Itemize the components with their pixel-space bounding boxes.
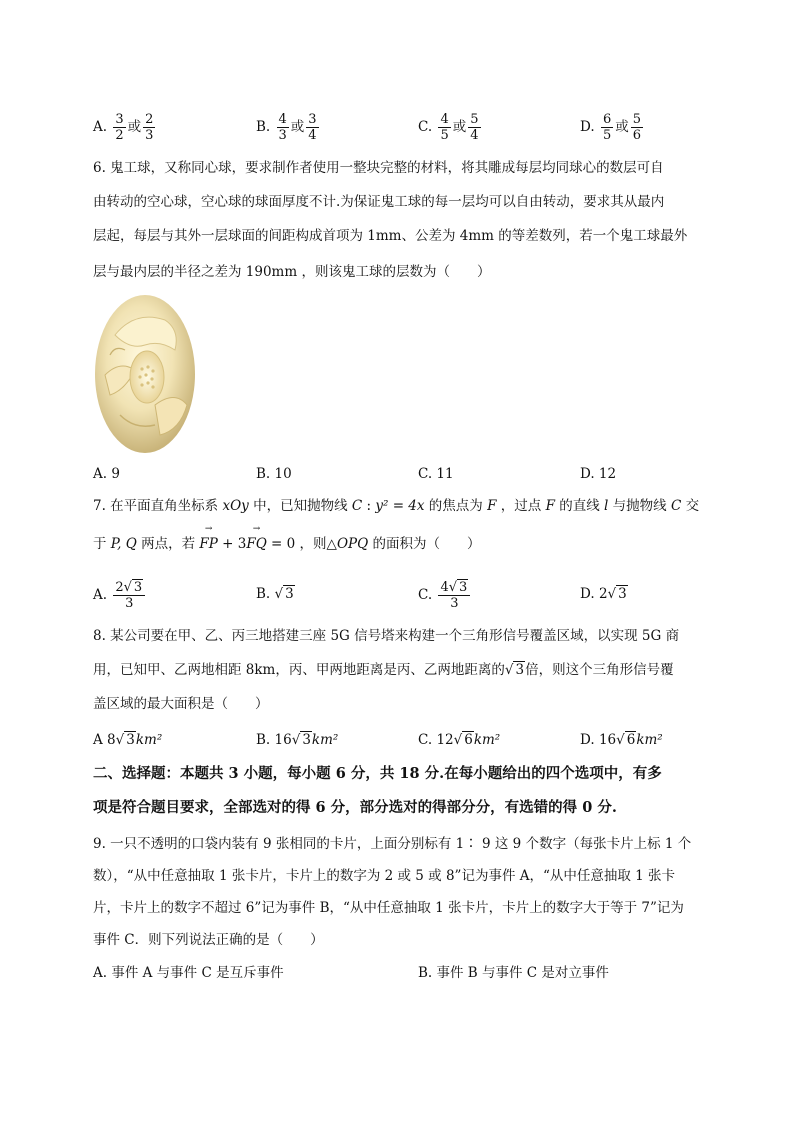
fraction: $\frac{2√ 3}{3}$: [113, 580, 145, 611]
q9-line-3: 片，卡片上的数字不超过 6”记为事件 B，“从中任意抽取 1 张卡片，卡片上的数字大于等于 7”记为: [93, 900, 684, 916]
q6-option-a: A. 9: [93, 466, 120, 482]
fraction: $\frac{4}{3}$: [278, 112, 287, 143]
fraction: $\frac{5}{6}$: [632, 112, 641, 143]
q9-option-a: A. 事件 A 与事件 C 是互斥事件: [93, 965, 284, 981]
q8-line-2: 用，已知甲、乙两地相距 8km，丙、甲两地距离是丙、乙两地距离的√ 3倍，则这个三角形信号覆: [93, 662, 674, 678]
q7-line-2: 于 P, Q 两点，若 → FP + 3 → FQ = 0 ，则△OPQ 的面积为（ ）: [93, 524, 481, 552]
q5-option-c: C. $\frac{4}{5}$ 或 $\frac{5}{4}$: [418, 112, 479, 143]
fraction: $\frac{3}{4}$: [308, 112, 317, 143]
q8-line-3: 盖区域的最大面积是（ ）: [93, 696, 269, 712]
q6-line-2: 由转动的空心球，空心球的球面厚度不计.为保证鬼工球的每一层均可以自由转动，要求其从最内: [93, 194, 665, 210]
q9-line-2: 数），“从中任意抽取 1 张卡片，卡片上的数字为 2 或 5 或 8”记为事件 A，“从中任意抽取 1 张卡: [93, 868, 676, 884]
fraction: $\frac{4√ 3}{3}$: [438, 580, 470, 611]
q7-option-a: A. $\frac{2√ 3}{3}$: [93, 580, 147, 611]
fraction: $\frac{6}{5}$: [602, 112, 612, 143]
section-2-heading-line-2: 项是符合题目要求，全部选对的得 6 分，部分选对的得部分分，有选错的得 0 分.: [93, 799, 617, 816]
q8-option-b: B. 16√ 3km²: [256, 732, 339, 748]
q6-option-c: C. 11: [418, 466, 454, 482]
q9-option-b: B. 事件 B 与事件 C 是对立事件: [418, 965, 609, 981]
ivory-ball-image: [95, 295, 195, 453]
vector-fq: → FQ: [246, 524, 267, 552]
fraction: $\frac{2}{3}$: [145, 112, 154, 143]
q8-option-d: D. 16√ 6km²: [580, 732, 663, 748]
q8-line-1: 8. 某公司要在甲、乙、丙三地搭建三座 5G 信号塔来构建一个三角形信号覆盖区域，以实现 5G 商: [93, 628, 680, 644]
fraction: $\frac{4}{5}$: [440, 112, 449, 143]
q5-option-d: D. $\frac{6}{5}$ 或 $\frac{5}{6}$: [580, 112, 641, 143]
q9-line-4: 事件 C．则下列说法正确的是（ ）: [93, 932, 324, 948]
q8-option-c: C. 12√ 6km²: [418, 732, 501, 748]
q5-option-b: B. $\frac{4}{3}$ 或 $\frac{3}{4}$: [256, 112, 317, 143]
q6-line-4: 层与最内层的半径之差为 190mm ，则该鬼工球的层数为（ ）: [93, 264, 491, 280]
q7-option-b: B. √ 3: [256, 586, 294, 602]
q8-option-a: A 8√ 3km²: [93, 732, 163, 748]
fraction: $\frac{5}{4}$: [470, 112, 479, 143]
q6-line-3: 层起，每层与其外一层球面的间距构成首项为 1mm、公差为 4mm 的等差数列，若一个鬼工球最外: [93, 228, 688, 244]
q9-line-1: 9. 一只不透明的口袋内装有 9 张相同的卡片，上面分别标有 1∶ 9 这 9 个数字（每张卡片上标 1 个: [93, 836, 692, 852]
q6-line-1: 6. 鬼工球，又称同心球，要求制作者使用一整块完整的材料，将其雕成每层均同球心的数层可自: [93, 160, 664, 176]
section-2-heading-line-1: 二、选择题：本题共 3 小题，每小题 6 分，共 18 分.在每小题给出的四个选项中，有多: [93, 765, 662, 782]
q6-option-d: D. 12: [580, 466, 617, 482]
q7-option-c: C. $\frac{4√ 3}{3}$: [418, 580, 472, 611]
vector-fp: → FP: [199, 524, 218, 552]
fraction: $\frac{3}{2}$: [115, 112, 124, 143]
q5-option-a: A. $\frac{3}{2}$ 或 $\frac{2}{3}$: [93, 112, 154, 143]
q6-option-b: B. 10: [256, 466, 292, 482]
q7-line-1: 7. 在平面直角坐标系 xOy 中，已知抛物线 C : y² = 4x 的焦点为 F ，过点 F 的直线 l 与抛物线 C 交: [93, 498, 700, 514]
q7-option-d: D. 2√ 3: [580, 586, 627, 602]
